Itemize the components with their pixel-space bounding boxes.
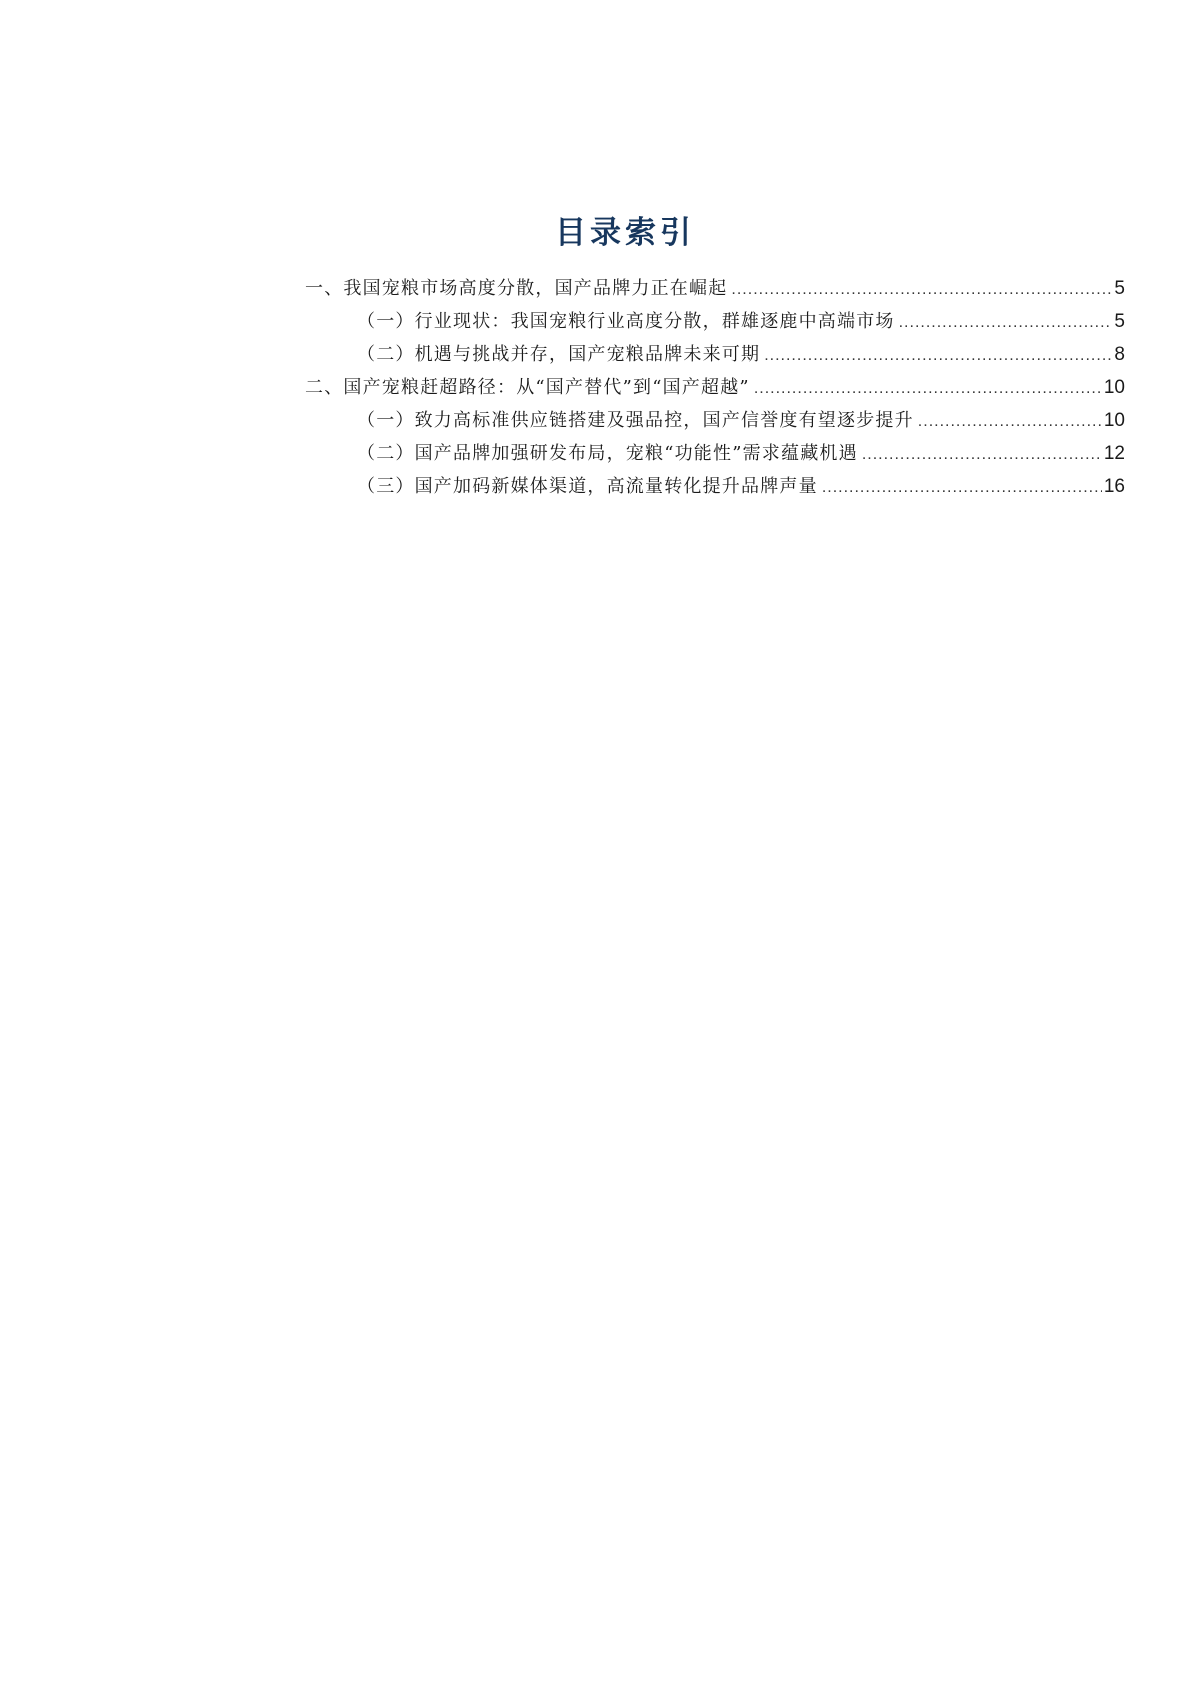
- toc-page-number: 10: [1103, 410, 1125, 431]
- toc-entry[interactable]: [305, 437, 1125, 470]
- toc-entry-text: （一）行业现状：我国宠粮行业高度分散，群雄逐鹿中高端市场: [357, 311, 895, 332]
- toc-page-number: 10: [1103, 377, 1125, 398]
- toc-entry-text: （二）国产品牌加强研发布局，宠粮“功能性”需求蕴藏机遇: [357, 443, 858, 464]
- toc-entry[interactable]: [305, 371, 1125, 404]
- toc-page-number: 16: [1103, 476, 1125, 497]
- toc-page-number: 12: [1103, 443, 1125, 464]
- table-of-contents: [305, 272, 1125, 503]
- dot-leader: [862, 438, 1102, 471]
- toc-entry-text: 一、我国宠粮市场高度分散，国产品牌力正在崛起: [305, 278, 728, 299]
- toc-entry-text: （二）机遇与挑战并存，国产宠粮品牌未来可期: [357, 344, 761, 365]
- toc-page-number: 8: [1114, 344, 1125, 365]
- toc-entry-text: （一）致力高标准供应链搭建及强品控，国产信誉度有望逐步提升: [357, 410, 914, 431]
- toc-entry[interactable]: [305, 305, 1125, 338]
- toc-entry[interactable]: [305, 272, 1125, 305]
- dot-leader: [918, 405, 1102, 438]
- toc-entry-text: 二、国产宠粮赶超路径：从“国产替代”到“国产超越”: [305, 377, 750, 398]
- dot-leader: [731, 273, 1112, 306]
- toc-entry-text: （三）国产加码新媒体渠道，高流量转化提升品牌声量: [357, 476, 818, 497]
- dot-leader: [754, 372, 1102, 405]
- toc-entry[interactable]: [305, 470, 1125, 503]
- toc-page-number: 5: [1114, 278, 1125, 299]
- page-title: 目录索引: [555, 215, 695, 251]
- dot-leader: [764, 339, 1112, 372]
- toc-entry[interactable]: [305, 404, 1125, 437]
- dot-leader: [822, 471, 1102, 504]
- toc-page-number: 5: [1114, 311, 1125, 332]
- toc-entry[interactable]: [305, 338, 1125, 371]
- dot-leader: [899, 306, 1113, 339]
